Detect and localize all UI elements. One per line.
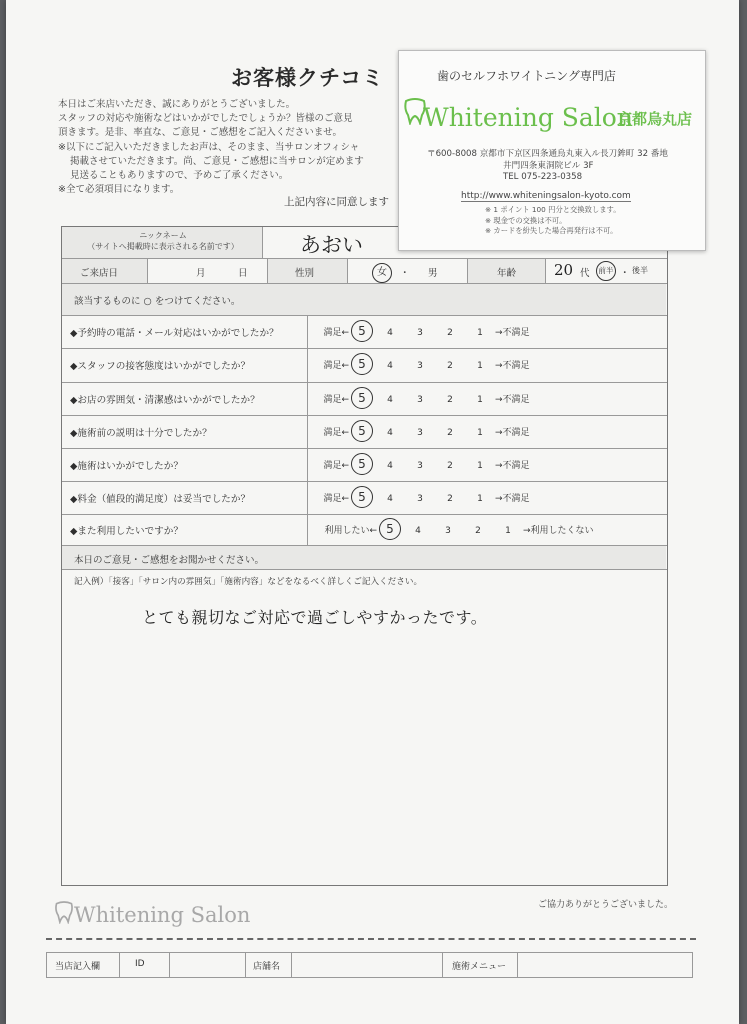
rating-option[interactable]: 1: [477, 428, 483, 438]
card-url: http://www.whiteningsalon-kyoto.com: [461, 191, 631, 201]
intro-line: ※全て必須項目になります。: [58, 184, 180, 196]
question-text: ◆施術はいかがでしたか？: [70, 461, 183, 472]
age-value[interactable]: 20: [554, 261, 574, 279]
question-text: ◆また利用したいですか？: [70, 526, 183, 537]
question-text: ◆予約時の電話・メール対応はいかがでしたか？: [70, 328, 279, 339]
rating-option[interactable]: 1: [477, 395, 483, 405]
rating-scale: 満足← 5 4 3 2 1 →不満足: [309, 420, 530, 442]
rating-option[interactable]: 1: [505, 526, 511, 536]
intro-line: 掲載させていただきます。尚、ご意見・ご感想に当サロンが定めます: [70, 155, 364, 167]
tooth-icon: [54, 900, 74, 924]
rating-option[interactable]: 4: [387, 395, 393, 405]
rating-scale: 満足← 5 4 3 2 1 →不満足: [309, 320, 530, 342]
intro-line: スタッフの対応や施術などはいかがでしたでしょうか？皆様のご意見: [58, 113, 353, 125]
rating-option[interactable]: 4: [387, 328, 393, 338]
question-text: ◆施術前の説明は十分でしたか？: [70, 428, 212, 439]
rating-option[interactable]: 2: [447, 328, 453, 338]
rating-option[interactable]: 1: [477, 461, 483, 471]
rating-option[interactable]: 5: [351, 353, 373, 375]
store-name-label: 店舗名: [253, 962, 281, 972]
rating-option[interactable]: 3: [417, 361, 423, 371]
rating-option[interactable]: 1: [477, 328, 483, 338]
instruction-text: 該当するものに ○ をつけてください。: [74, 296, 241, 307]
rating-option[interactable]: 3: [445, 526, 451, 536]
rating-option[interactable]: 5: [351, 420, 373, 442]
rating-option[interactable]: 2: [475, 526, 481, 536]
rating-scale: 利用したい← 5 4 3 2 1 →利用したくない: [317, 518, 594, 540]
rating-option[interactable]: 5: [351, 320, 373, 342]
rating-option[interactable]: 3: [417, 494, 423, 504]
agree-text: 上記内容に同意します: [284, 196, 389, 208]
rating-option[interactable]: 1: [477, 494, 483, 504]
intro-line: 見送ることもありますので、予めご了承ください。: [70, 170, 289, 182]
age-label: 年齢: [497, 268, 517, 279]
nickname-field[interactable]: あおい: [300, 233, 363, 257]
thanks-text: ご協力ありがとうございました。: [538, 900, 674, 910]
rating-option[interactable]: 5: [351, 453, 373, 475]
question-text: ◆料金（値段的満足度）は妥当でしたか？: [70, 494, 251, 505]
rating-option[interactable]: 3: [417, 328, 423, 338]
gender-separator: ・: [400, 268, 410, 279]
card-notes: ※ 1 ポイント 100 円分と交換致します。 ※ 現金での交換は不可。 ※ カードを紛失した場合再発行は不可。: [485, 205, 621, 235]
rating-scale: 満足← 5 4 3 2 1 →不満足: [309, 353, 530, 375]
comment-textarea[interactable]: とても親切なご対応で過ごしやすかったです。: [142, 608, 488, 627]
id-label: ID: [135, 959, 145, 969]
rating-option[interactable]: 4: [387, 361, 393, 371]
cut-line: [46, 938, 696, 940]
business-card: [398, 50, 706, 251]
rating-option[interactable]: 2: [447, 428, 453, 438]
card-tagline: 歯のセルフホワイトニング専門店: [437, 69, 616, 83]
comment-example: 記入例）「接客」「サロン内の雰囲気」「施術内容」などをなるべく詳しくご記入ください。: [74, 577, 423, 587]
rating-option[interactable]: 4: [415, 526, 421, 536]
rating-scale: 満足← 5 4 3 2 1 →不満足: [309, 486, 530, 508]
rating-option[interactable]: 5: [379, 518, 401, 540]
rating-option[interactable]: 4: [387, 461, 393, 471]
card-address: 〒600-8008 京都市下京区四条通烏丸東入ル長刀鉾町 32 番地 井門四条東洞院ビル 3F TEL 075-223-0358: [427, 149, 668, 182]
rating-option[interactable]: 2: [447, 395, 453, 405]
rating-option[interactable]: 3: [417, 428, 423, 438]
rating-option[interactable]: 5: [351, 486, 373, 508]
rating-option[interactable]: 2: [447, 494, 453, 504]
age-option-second-half[interactable]: 後半: [632, 266, 648, 275]
rating-scale: 満足← 5 4 3 2 1 →不満足: [309, 453, 530, 475]
gender-option-male[interactable]: 男: [428, 268, 438, 279]
visit-date-label: ご来店日: [80, 268, 119, 279]
rating-option[interactable]: 2: [447, 361, 453, 371]
staff-entry-row: [46, 952, 693, 978]
intro-line: 頂きます。是非、率直な、ご意見・ご感想をご記入くださいませ。: [58, 127, 342, 139]
month-label: 月: [196, 268, 206, 279]
gender-option-female[interactable]: 女: [370, 263, 394, 283]
gender-label: 性別: [295, 268, 315, 279]
menu-label: 施術メニュー: [452, 962, 507, 972]
age-unit: 代: [580, 268, 590, 279]
question-text: ◆スタッフの接客態度はいかがでしたか？: [70, 361, 251, 372]
rating-option[interactable]: 2: [447, 461, 453, 471]
age-separator: ・: [620, 268, 630, 279]
question-text: ◆お店の雰囲気・清潔感はいかがでしたか？: [70, 395, 260, 406]
survey-form: [61, 226, 668, 886]
rating-option[interactable]: 4: [387, 428, 393, 438]
day-label: 日: [238, 268, 248, 279]
footer-logo: Whitening Salon: [54, 900, 250, 927]
rating-scale: 満足← 5 4 3 2 1 →不満足: [309, 387, 530, 409]
card-branch: 京都烏丸店: [617, 110, 693, 128]
rating-option[interactable]: 1: [477, 361, 483, 371]
rating-option[interactable]: 5: [351, 387, 373, 409]
staff-entry-label: 当店記入欄: [55, 962, 101, 972]
comment-header: 本日のご意見・ご感想をお聞かせください。: [74, 555, 265, 566]
age-option-first-half[interactable]: 前半: [594, 261, 618, 281]
page-title: お客様クチコミ: [231, 66, 385, 90]
card-logo: Whitening Salon: [423, 103, 633, 132]
intro-text: [58, 98, 403, 197]
survey-sheet: [6, 0, 739, 1024]
intro-line: 本日はご来店いただき、誠にありがとうございました。: [58, 99, 296, 110]
rating-option[interactable]: 3: [417, 461, 423, 471]
intro-line: ※以下にご記入いただきましたお声は、そのまま、当サロンオフィシャ: [58, 141, 360, 153]
rating-option[interactable]: 4: [387, 494, 393, 504]
nickname-label: ニックネーム （サイトへ掲載時に表示される名前です）: [87, 231, 239, 251]
rating-option[interactable]: 3: [417, 395, 423, 405]
